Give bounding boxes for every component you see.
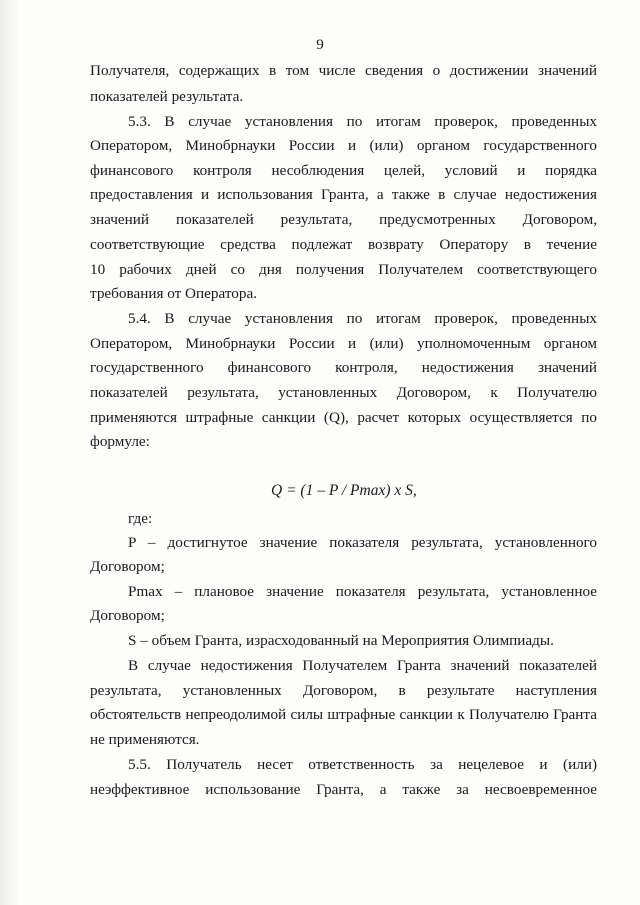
paragraph-5-5-start: 5.5. Получатель несет ответственность за нецелевое и (или) xyxy=(128,756,597,773)
text-line: обстоятельств непреодолимой силы штрафные санкции к Получателю Гранта xyxy=(90,706,597,723)
text-line: показателей результата, установленных Договором, к Получателю xyxy=(90,384,597,401)
text-line: Договором; xyxy=(90,558,165,575)
definition-s: S – объем Гранта, израсходованный на Мероприятия Олимпиады. xyxy=(128,632,554,649)
text-line: значений показателей результата, предусмотренных Договором, xyxy=(90,211,597,228)
text-line: Оператором, Минобрнауки России и (или) органом государственного xyxy=(90,137,597,154)
text-line: предоставления и использования Гранта, а также в случае недостижения xyxy=(90,186,597,203)
scan-edge-shadow xyxy=(0,0,18,905)
definition-p: P – достигнутое значение показателя результата, установленного xyxy=(128,534,597,551)
text-line: требования от Оператора. xyxy=(90,285,257,302)
force-majeure-paragraph: В случае недостижения Получателем Гранта значений показателей xyxy=(128,657,597,674)
text-line: показателей результата. xyxy=(90,88,244,105)
text-line: соответствующие средства подлежат возврату Оператору в течение xyxy=(90,236,597,253)
text-line: применяются штрафные санкции (Q), расчет которых осуществляется по xyxy=(90,409,597,426)
text-line: финансового контроля несоблюдения целей, условий и порядка xyxy=(90,162,597,179)
definition-pmax: Pmax – плановое значение показателя результата, установленное xyxy=(128,583,597,600)
text-line: неэффективное использование Гранта, а также за несвоевременное xyxy=(90,781,597,798)
text-line: не применяются. xyxy=(90,731,200,748)
text-line: государственного финансового контроля, недостижения значений xyxy=(90,359,597,376)
page-number: 9 xyxy=(316,37,324,53)
paragraph-5-3-start: 5.3. В случае установления по итогам проверок, проведенных xyxy=(128,113,597,130)
text-line: результата, установленных Договором, в результате наступления xyxy=(90,682,597,699)
text-line: Оператором, Минобрнауки России и (или) уполномоченным органом xyxy=(90,335,597,352)
text-line: Получателя, содержащих в том числе сведения о достижении значений xyxy=(90,62,597,79)
text-line: Договором; xyxy=(90,607,165,624)
text-line: где: xyxy=(128,510,153,527)
penalty-formula: Q = (1 – P / Pmax) x S, xyxy=(271,482,417,499)
text-line: формуле: xyxy=(90,433,150,450)
text-line: 10 рабочих дней со дня получения Получателем соответствующего xyxy=(90,261,597,278)
paragraph-5-4-start: 5.4. В случае установления по итогам проверок, проведенных xyxy=(128,310,597,327)
